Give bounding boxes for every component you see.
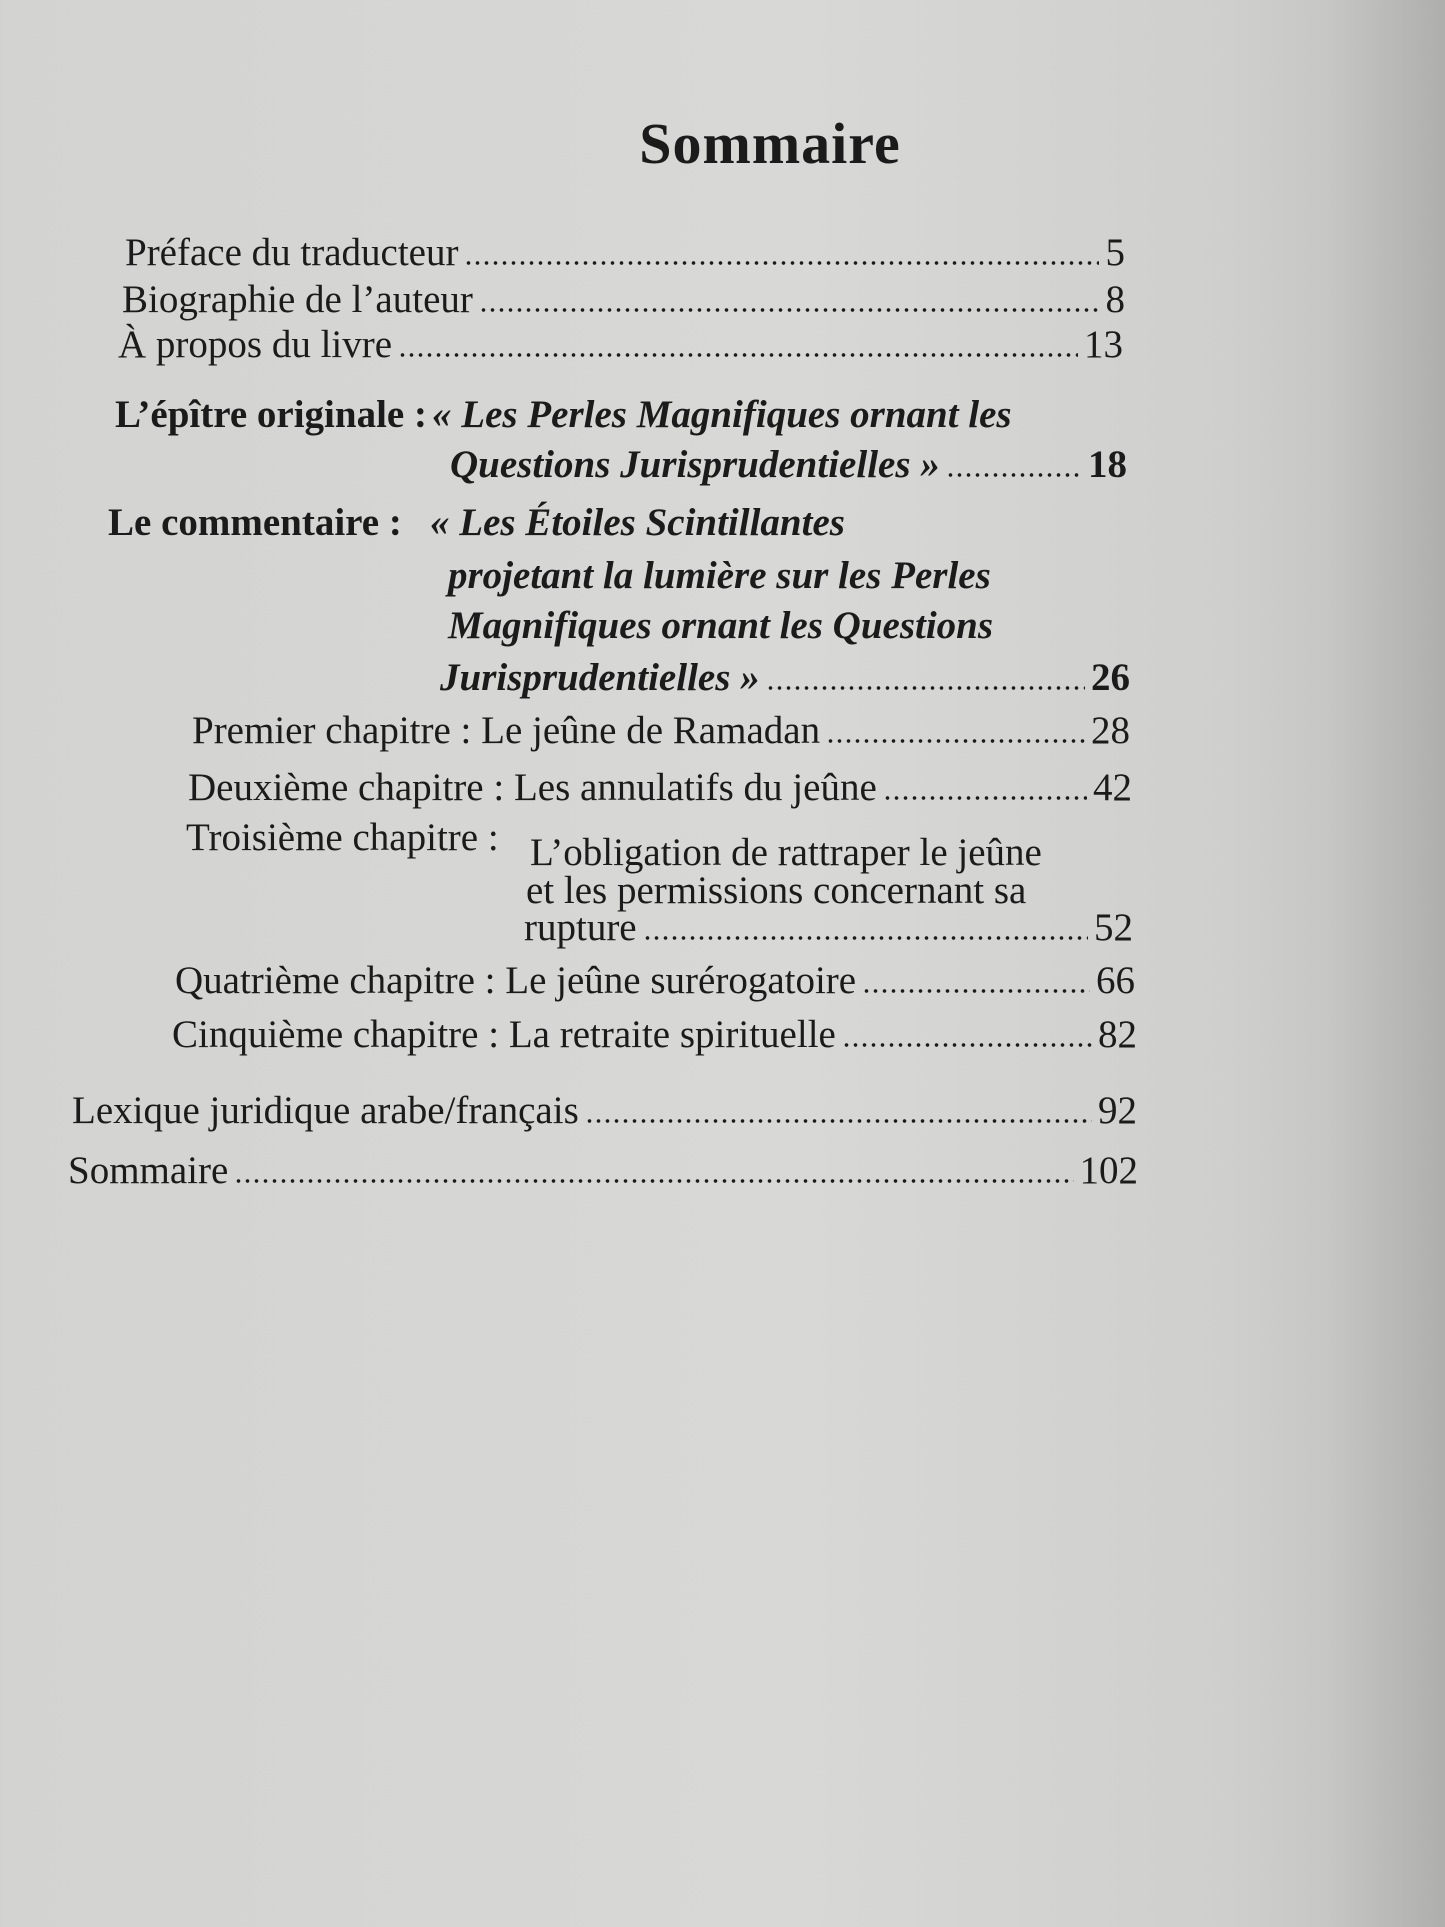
page-number: 52: [1094, 906, 1133, 949]
entry-label: Deuxième chapitre :: [188, 766, 505, 809]
page-number: 5: [1105, 231, 1125, 274]
leader-dots: [585, 1118, 1092, 1124]
entry-label: Premier chapitre :: [192, 709, 472, 752]
page-number: 18: [1088, 443, 1127, 486]
entry-title-line: projetant la lumière sur les Perles: [448, 554, 991, 597]
page-number: 66: [1096, 959, 1135, 1002]
toc-entry: [188, 765, 1132, 811]
entry-title-line: Le jeûne de Ramadan: [481, 709, 821, 752]
toc-entry: [68, 1148, 1138, 1194]
leader-dots: [883, 795, 1087, 801]
toc-entry: [172, 1012, 1137, 1058]
entry-title-line: rupture: [524, 906, 637, 949]
entry-title-line: Le jeûne surérogatoire: [505, 959, 857, 1002]
leader-dots: [842, 1042, 1092, 1048]
toc-entry: [440, 655, 1130, 701]
entry-title-line: « Les Perles Magnifiques ornant les: [432, 393, 1012, 436]
toc-entry: [192, 708, 1130, 754]
leader-dots: [398, 352, 1078, 358]
entry-title-line: Jurisprudentielles »: [440, 656, 760, 699]
leader-dots: [479, 307, 1099, 313]
leader-dots: [946, 472, 1082, 478]
toc-entry: [122, 277, 1125, 323]
page-number: 82: [1098, 1013, 1137, 1056]
entry-label: Cinquième chapitre :: [172, 1013, 500, 1056]
leader-dots: [862, 988, 1090, 994]
entry-title-line: « Les Étoiles Scintillantes: [430, 501, 845, 544]
entry-title-line: L’obligation de rattraper le jeûne: [530, 831, 1042, 874]
entry-label: Lexique juridique arabe/français: [72, 1089, 579, 1132]
entry-label: L’épître originale :: [115, 393, 427, 436]
page-number: 28: [1091, 709, 1130, 752]
page-number: 26: [1091, 656, 1130, 699]
entry-title-line: Les annulatifs du jeûne: [513, 766, 877, 809]
page-number: 8: [1105, 278, 1125, 321]
entry-label: Sommaire: [68, 1149, 229, 1192]
leader-dots: [464, 260, 1099, 266]
page-number: 42: [1093, 766, 1132, 809]
page-number: 13: [1084, 323, 1123, 366]
leader-dots: [234, 1178, 1073, 1184]
entry-title-line: et les permissions concernant sa: [526, 869, 1027, 912]
entry-title-line: Questions Jurisprudentielles »: [450, 443, 940, 486]
toc-entry: [118, 322, 1123, 368]
entry-title-line: Magnifiques ornant les Questions: [448, 604, 994, 647]
page-shadow: [1325, 0, 1445, 1927]
page-number: 92: [1098, 1089, 1137, 1132]
toc-entry: [72, 1088, 1137, 1134]
entry-label: Quatrième chapitre :: [175, 959, 496, 1002]
entry-title-line: La retraite spirituelle: [508, 1013, 836, 1056]
page-title: Sommaire: [639, 111, 901, 176]
toc-entry: [450, 442, 1127, 488]
page-number: 102: [1079, 1149, 1138, 1192]
entry-label: Biographie de l’auteur: [122, 278, 473, 321]
toc-entry: [125, 230, 1125, 276]
entry-label: Le commentaire :: [108, 501, 402, 544]
entry-label: Troisième chapitre :: [186, 816, 499, 859]
leader-dots: [826, 738, 1085, 744]
leader-dots: [766, 685, 1085, 691]
toc-entry: [524, 905, 1133, 951]
leader-dots: [643, 935, 1088, 941]
entry-label: Préface du traducteur: [125, 231, 459, 274]
toc-entry: [175, 958, 1135, 1004]
entry-label: À propos du livre: [118, 323, 393, 366]
